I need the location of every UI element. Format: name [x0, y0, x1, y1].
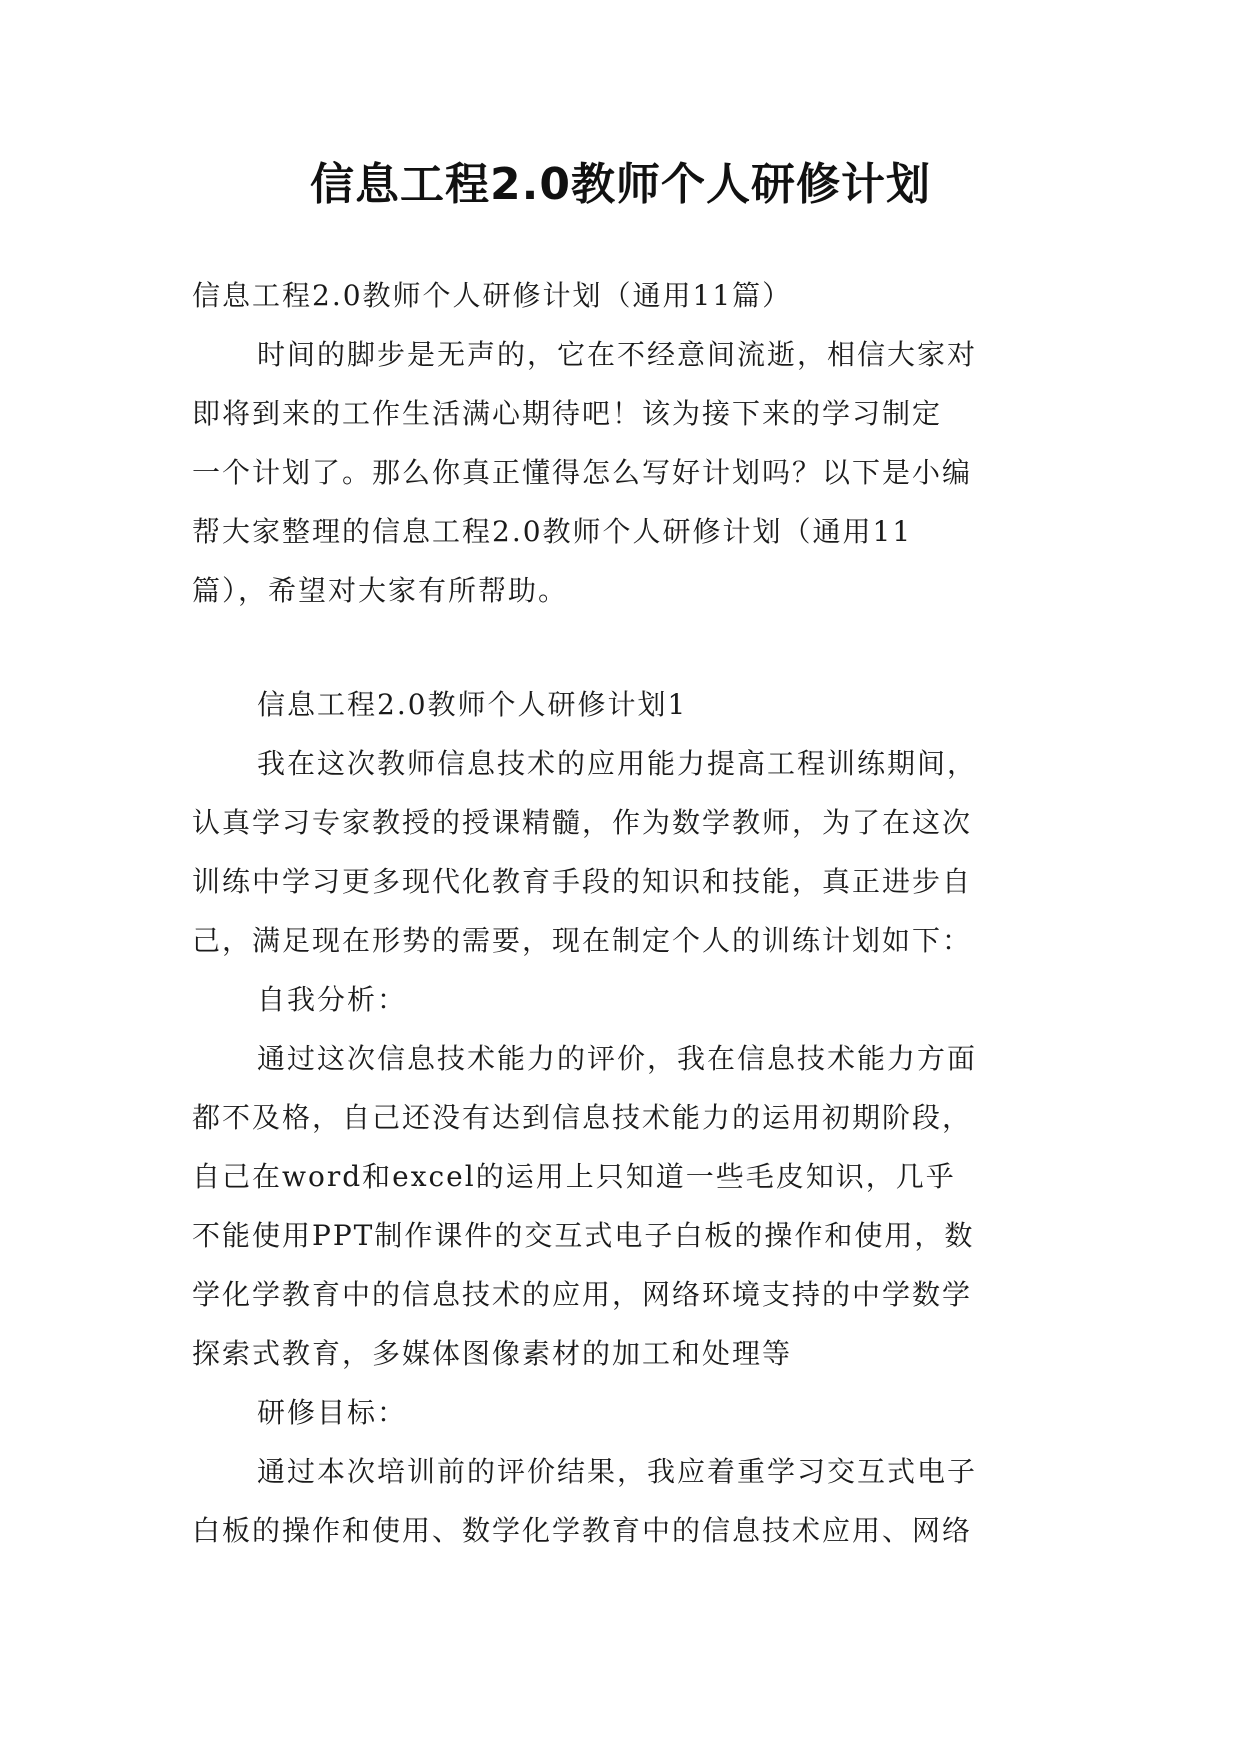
paragraph-line: 认真学习专家教授的授课精髓，作为数学教师，为了在这次	[192, 806, 973, 839]
paragraph-line: 一个计划了。那么你真正懂得怎么写好计划吗？以下是小编	[192, 456, 973, 489]
subtitle-line: 信息工程2.0教师个人研修计划（通用11篇）	[192, 279, 793, 312]
section-spacer	[192, 620, 1054, 675]
paragraph-line: 白板的操作和使用、数学化学教育中的信息技术应用、网络	[192, 1514, 973, 1547]
paragraph-line: 都不及格，自己还没有达到信息技术能力的运用初期阶段，	[192, 1101, 973, 1134]
paragraph-line: 通过本次培训前的评价结果，我应着重学习交互式电子	[257, 1455, 978, 1488]
subheading-self-analysis: 自我分析：	[257, 983, 408, 1016]
paragraph-line: 时间的脚步是无声的，它在不经意间流逝，相信大家对	[257, 338, 978, 371]
paragraph-line: 探索式教育，多媒体图像素材的加工和处理等	[192, 1337, 793, 1370]
paragraph-line: 帮大家整理的信息工程2.0教师个人研修计划（通用11	[192, 515, 913, 548]
paragraph-line: 不能使用PPT制作课件的交互式电子白板的操作和使用，数	[192, 1219, 975, 1252]
subheading-goals: 研修目标：	[257, 1396, 408, 1429]
paragraph-line: 训练中学习更多现代化教育手段的知识和技能，真正进步自	[192, 865, 973, 898]
paragraph-line: 己，满足现在形势的需要，现在制定个人的训练计划如下：	[192, 924, 973, 957]
paragraph-line: 篇），希望对大家有所帮助。	[192, 574, 569, 607]
section-heading: 信息工程2.0教师个人研修计划1	[257, 688, 688, 721]
document-title: 信息工程2.0教师个人研修计划	[310, 159, 931, 210]
paragraph-line: 我在这次教师信息技术的应用能力提高工程训练期间，	[257, 747, 978, 780]
paragraph-line: 自己在word和excel的运用上只知道一些毛皮知识，几乎	[192, 1160, 956, 1193]
paragraph-line: 即将到来的工作生活满心期待吧！该为接下来的学习制定	[192, 397, 943, 430]
paragraph-line: 通过这次信息技术能力的评价，我在信息技术能力方面	[257, 1042, 978, 1075]
document-body	[192, 266, 1054, 1560]
paragraph-line: 学化学教育中的信息技术的应用，网络环境支持的中学数学	[192, 1278, 973, 1311]
